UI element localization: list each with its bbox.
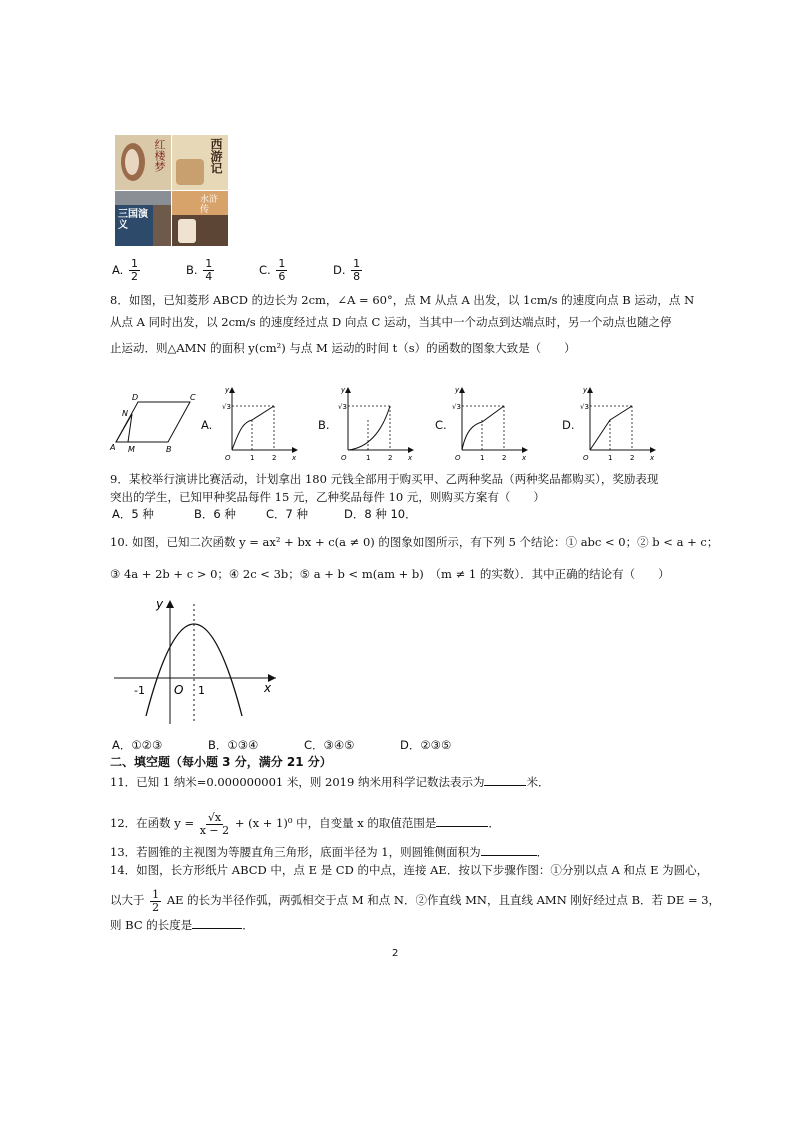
denominator: 4 — [205, 270, 213, 283]
denominator: 2 — [130, 270, 138, 283]
book-title: 水浒传 — [200, 195, 219, 215]
axis-y-label: y — [583, 386, 588, 394]
q7-option-b — [186, 258, 216, 283]
q8-graph-d — [580, 384, 660, 462]
q9-option-b: B．6 种 — [194, 507, 236, 521]
label-m: M — [128, 445, 135, 454]
q10-option-c: C．③④⑤ — [304, 738, 355, 752]
q14-line2-pre: 以大于 — [110, 893, 145, 907]
option-letter: D. — [333, 263, 346, 277]
fraction — [351, 258, 362, 283]
q10-line-2: ③ 4a + 2b + c > 0；④ 2c < 3b；⑤ a + b < m(am + b) （m ≠ 1 的实数）．其中正确的结论有（ ） — [110, 567, 670, 581]
tick-label-sqrt3: √3 — [222, 403, 231, 411]
q8-option-b: B. — [318, 418, 330, 432]
tick-label-sqrt3: √3 — [580, 403, 589, 411]
denominator: 8 — [353, 270, 361, 283]
axis-x-label: x — [292, 454, 297, 462]
q10-option-d: D．②③⑤ — [400, 738, 452, 752]
q9-line-2: 突出的学生，已知甲种奖品每件 15 元，乙种奖品每件 10 元，则购买方案有（ ） — [110, 490, 545, 504]
book-cover-xiyouji — [172, 135, 228, 190]
axis-x-label: x — [264, 681, 272, 695]
label-d: D — [132, 393, 139, 402]
q8-graph-a — [222, 384, 302, 462]
q8-graph-b — [338, 384, 418, 462]
origin-label: O — [341, 454, 347, 462]
tick-label-sqrt3: √3 — [338, 403, 347, 411]
axis-y-label: y — [341, 386, 346, 394]
label-a: A — [110, 443, 116, 452]
tick-label-1: 1 — [480, 454, 485, 462]
q11-text: 11．已知 1 纳米=0.000000001 米，则 2019 纳米用科学记数法表示为 — [110, 775, 485, 789]
book-title: 三国演义 — [118, 209, 148, 231]
option-letter: B. — [186, 263, 198, 277]
x-axis-arrow — [650, 447, 656, 453]
tick-label-2: 2 — [502, 454, 507, 462]
q11-tail: 米． — [526, 775, 550, 789]
numerator: 1 — [130, 257, 138, 270]
q9-line-1: 9．某校举行演讲比赛活动，计划拿出 180 元钱全部用于购买甲、乙两种奖品（两种奖品都购买），奖励表现 — [110, 472, 659, 486]
numerator: 1 — [353, 257, 361, 270]
q14-denominator: 2 — [152, 900, 160, 914]
x-axis-arrow — [292, 447, 298, 453]
q13-tail: ． — [536, 845, 549, 859]
y-axis-arrow — [459, 387, 465, 393]
y-axis-arrow — [587, 387, 593, 393]
q11 — [110, 773, 549, 790]
q12-answer-blank[interactable] — [436, 814, 488, 827]
axis-x-label: x — [650, 454, 655, 462]
area-curve — [348, 406, 390, 450]
tick-label-2: 2 — [630, 454, 635, 462]
page-number: 2 — [392, 948, 399, 959]
numerator: 1 — [278, 257, 286, 270]
tick-label-2: 2 — [272, 454, 277, 462]
option-letter: A. — [112, 263, 124, 277]
q10-line-1: 10. 如图，已知二次函数 y = ax² + bx + c(a ≠ 0) 的图象如图所示，有下列 5 个结论：① abc < 0；② b < a + c； — [110, 535, 719, 549]
axis-y-label: y — [156, 597, 164, 611]
q8-graph-c — [452, 384, 532, 462]
q9-option-d: D．8 种 10． — [344, 507, 417, 521]
axis-y-label: y — [225, 386, 230, 394]
q14-line3-text: 则 BC 的长度是 — [110, 918, 193, 932]
axis-x-label: x — [408, 454, 413, 462]
q8-option-a: A. — [201, 418, 213, 432]
book-cover-shuihuzhuan — [172, 191, 228, 246]
area-curve — [462, 406, 504, 450]
tick-label-neg1: -1 — [134, 684, 145, 697]
q7-option-a — [112, 258, 142, 283]
q9-option-a: A．5 种 — [112, 507, 154, 521]
q7-option-c — [259, 258, 289, 283]
q10-option-a: A．①②③ — [112, 738, 163, 752]
q8-option-c: C. — [435, 418, 447, 432]
q8-option-d: D. — [562, 418, 575, 432]
origin-label: O — [174, 683, 184, 697]
numerator: 1 — [205, 257, 213, 270]
q14-line-1: 14．如图，长方形纸片 ABCD 中，点 E 是 CD 的中点，连接 AE．按以下步骤作图：①分别以点 A 和点 E 为圆心， — [110, 863, 709, 877]
q14-answer-blank[interactable] — [192, 916, 242, 929]
q8-line-3: 止运动．则△AMN 的面积 y(cm²) 与点 M 运动的时间 t（s）的函数的图象大致是（ ） — [110, 341, 576, 355]
tick-label-sqrt3: √3 — [452, 403, 461, 411]
book-cover-sanguoyanyi — [115, 191, 171, 246]
q12-mid: + (x + 1)⁰ 中，自变量 x 的取值范围是 — [234, 816, 437, 830]
q8-line-2: 从点 A 同时出发，以 2cm/s 的速度经过点 D 向点 C 运动，当其中一个动点到达端点时，另一个动点也随之停 — [110, 315, 672, 329]
axis-y-label: y — [455, 386, 460, 394]
label-n: N — [122, 409, 128, 418]
q10-parabola-graph — [110, 596, 290, 726]
tick-label-1: 1 — [198, 684, 205, 697]
q14-numerator: 1 — [152, 887, 160, 901]
x-axis-arrow — [408, 447, 414, 453]
q8-line-1: 8．如图，已知菱形 ABCD 的边长为 2cm，∠A = 60°，点 M 从点 A 出发，以 1cm/s 的速度向点 B 运动，点 N — [110, 293, 695, 307]
q14-line3-tail: ． — [242, 918, 254, 932]
denominator: 6 — [278, 270, 286, 283]
tick-label-1: 1 — [608, 454, 613, 462]
tick-label-1: 1 — [250, 454, 255, 462]
origin-label: O — [225, 454, 231, 462]
book-title: 西游记 — [209, 138, 223, 174]
q11-answer-blank[interactable] — [484, 773, 526, 786]
option-letter: C. — [259, 263, 271, 277]
q12-fraction — [200, 812, 229, 837]
q13-text: 13．若圆锥的主视图为等腰直角三角形，底面半径为 1，则圆锥侧面积为 — [110, 845, 481, 859]
tick-label-1: 1 — [366, 454, 371, 462]
q12-denominator: x − 2 — [199, 823, 230, 837]
fraction — [129, 258, 140, 283]
x-axis-arrow — [522, 447, 528, 453]
q12-tail: ． — [488, 816, 500, 830]
q14-fraction — [150, 889, 161, 914]
tick-label-2: 2 — [388, 454, 393, 462]
book-title: 红楼梦 — [153, 139, 166, 172]
q13 — [110, 843, 548, 860]
origin-label: O — [455, 454, 461, 462]
q12 — [110, 806, 500, 840]
q14-line-3 — [110, 916, 254, 933]
y-axis-arrow — [229, 387, 235, 393]
q8-rhombus-figure — [108, 388, 200, 456]
origin-label: O — [583, 454, 589, 462]
q13-answer-blank[interactable] — [481, 843, 537, 856]
label-c: C — [190, 393, 196, 402]
q14-line-2 — [110, 885, 720, 915]
fraction — [203, 258, 214, 283]
q7-option-d — [333, 258, 364, 283]
q10-option-b: B．①③④ — [208, 738, 259, 752]
label-b: B — [166, 445, 172, 454]
q12-pre: 12．在函数 y = — [110, 816, 195, 830]
q14-line2-post: AE 的长为半径作弧，两弧相交于点 M 和点 N．②作直线 MN，且直线 AMN 刚好经过点 B．若 DE = 3， — [166, 893, 721, 907]
section-heading: 二、填空题（每小题 3 分，满分 21 分） — [110, 755, 332, 769]
fraction — [276, 258, 287, 283]
y-axis-arrow — [345, 387, 351, 393]
axis-x-label: x — [522, 454, 527, 462]
area-curve — [232, 406, 274, 450]
q12-numerator: √x — [207, 810, 222, 824]
q9-option-c: C．7 种 — [266, 507, 309, 521]
area-curve — [590, 406, 632, 450]
book-cover-hongloumeng — [115, 135, 171, 190]
